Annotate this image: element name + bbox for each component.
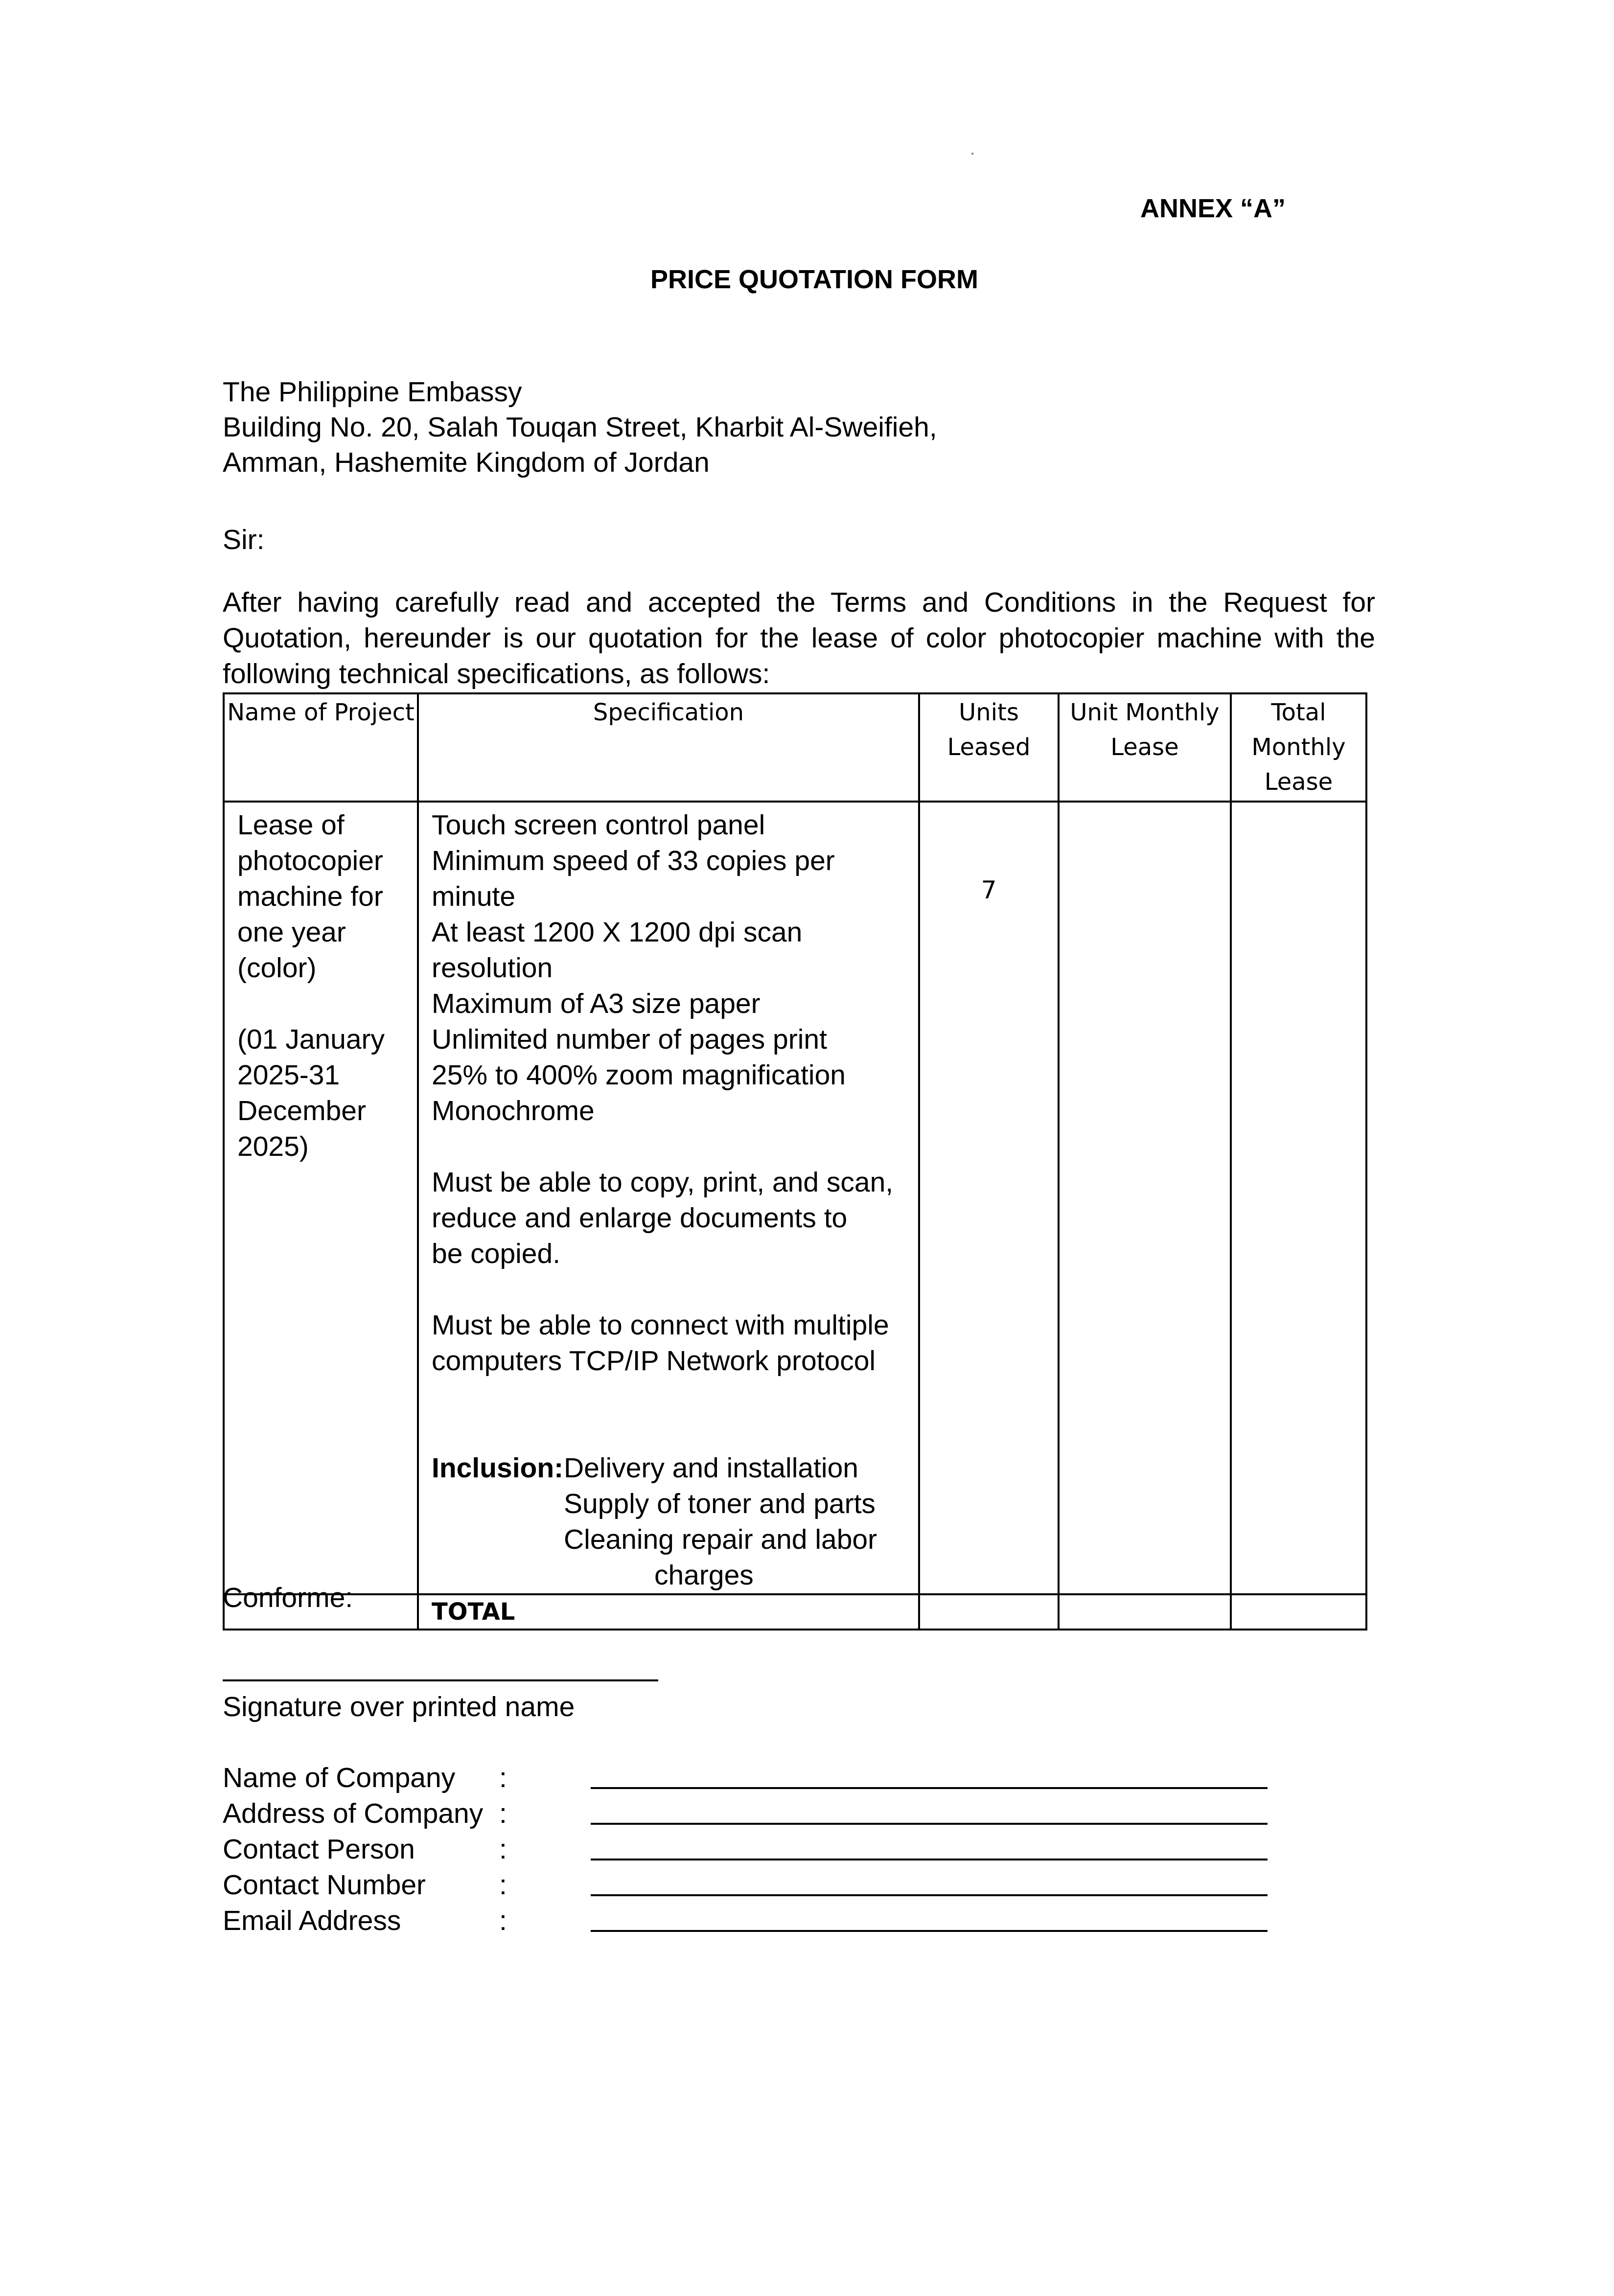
addressee-line: Building No. 20, Salah Touqan Street, Kharbit Al-Sweifieh,: [223, 412, 937, 443]
total-unit-monthly-cell[interactable]: [1059, 1594, 1231, 1630]
field-row-name-of-company: [223, 1760, 1270, 1796]
quotation-table: [223, 692, 1367, 1630]
inclusion-item: Supply of toner and parts: [564, 1488, 876, 1519]
scan-speck: [971, 153, 973, 155]
spec-line: Must be able to connect with multiple: [432, 1309, 889, 1341]
salutation: Sir:: [223, 524, 265, 555]
project-line: (01 January: [237, 1024, 385, 1055]
signature-line[interactable]: [223, 1679, 658, 1681]
addressee-line: Amman, Hashemite Kingdom of Jordan: [223, 447, 710, 478]
name-of-company-field[interactable]: [591, 1787, 1268, 1789]
table-row: [224, 802, 1366, 1594]
spec-line: At least 1200 X 1200 dpi scan resolution: [432, 917, 803, 984]
header-units-leased: Units Leased: [919, 693, 1059, 802]
field-label: Email Address: [223, 1905, 401, 1936]
field-colon: :: [499, 1869, 507, 1901]
total-total-monthly-cell[interactable]: [1231, 1594, 1366, 1630]
header-unit-monthly-lease: Unit Monthly Lease: [1059, 693, 1231, 802]
spec-line: Maximum of A3 size paper: [432, 988, 761, 1019]
spec-line: Unlimited number of pages print: [432, 1024, 827, 1055]
table-header-row: [224, 693, 1366, 802]
project-name-cell: [224, 802, 418, 1594]
field-label: Name of Company: [223, 1762, 456, 1793]
units-leased-cell: 7: [919, 802, 1059, 1594]
inclusion-row: [432, 1450, 918, 1486]
project-line: Lease of: [237, 809, 345, 841]
page-title-text: PRICE QUOTATION FORM: [650, 265, 978, 294]
spec-gap: [432, 1272, 918, 1308]
field-colon: :: [499, 1905, 507, 1936]
spec-line: reduce and enlarge documents to: [432, 1202, 848, 1234]
field-colon: :: [499, 1762, 507, 1793]
project-line: December: [237, 1095, 366, 1126]
field-row-contact-person: [223, 1832, 1270, 1867]
contact-person-field[interactable]: [591, 1859, 1268, 1860]
contact-number-field[interactable]: [591, 1894, 1268, 1896]
email-address-field[interactable]: [591, 1930, 1268, 1932]
spec-line: Minimum speed of 33 copies per minute: [432, 845, 835, 912]
spec-line: 25% to 400% zoom magnification: [432, 1059, 846, 1091]
field-label: Contact Person: [223, 1834, 415, 1865]
unit-monthly-lease-cell[interactable]: [1059, 802, 1231, 1594]
spec-line: Monochrome: [432, 1095, 595, 1126]
project-gap: [237, 986, 417, 1022]
inclusion-label: Inclusion:: [432, 1452, 564, 1484]
field-colon: :: [499, 1798, 507, 1829]
page-title: [0, 264, 1614, 295]
project-line: one year: [237, 917, 346, 948]
field-row-address-of-company: [223, 1796, 1270, 1832]
specification-cell: [418, 802, 919, 1594]
project-line: 2025): [237, 1131, 309, 1162]
inclusion-item: Cleaning repair and labor: [564, 1524, 877, 1555]
field-label: Contact Number: [223, 1869, 426, 1901]
addressee-line: The Philippine Embassy: [223, 376, 522, 408]
address-of-company-field[interactable]: [591, 1823, 1268, 1825]
field-row-contact-number: [223, 1867, 1270, 1903]
header-project: Name of Project: [224, 693, 418, 802]
total-units-cell[interactable]: [919, 1594, 1059, 1630]
conforme-label: Conforme:: [223, 1582, 353, 1613]
header-total-monthly-lease: Total Monthly Lease: [1231, 693, 1366, 802]
total-row: [224, 1594, 1366, 1630]
spec-gap: [432, 1379, 918, 1450]
annex-label: ANNEX “A”: [1140, 194, 1286, 223]
project-line: (color): [237, 952, 317, 984]
inclusion-item-tail: charges: [654, 1560, 754, 1591]
intro-paragraph: After having carefully read and accepted the Terms and Conditions in the Request for Quotation, hereunder is our quotation for the lease of color photocopier machine with the following technical specifications, as follows:: [223, 587, 1375, 689]
total-monthly-lease-cell[interactable]: [1231, 802, 1366, 1594]
project-line: photocopier: [237, 845, 383, 876]
spec-line: be copied.: [432, 1238, 561, 1269]
field-row-email-address: [223, 1903, 1270, 1939]
inclusion-item: Delivery and installation: [564, 1452, 858, 1484]
project-line: machine for: [237, 881, 383, 912]
header-specification: Specification: [418, 693, 919, 802]
signature-label: Signature over printed name: [223, 1691, 575, 1722]
project-line: 2025-31: [237, 1059, 340, 1091]
total-label: TOTAL: [418, 1594, 919, 1630]
company-fields: [223, 1760, 1270, 1939]
addressee-block: [223, 374, 937, 480]
field-colon: :: [499, 1834, 507, 1865]
spec-gap: [432, 1129, 918, 1165]
spec-line: computers TCP/IP Network protocol: [432, 1345, 876, 1377]
field-label: Address of Company: [223, 1798, 484, 1829]
spec-line: Touch screen control panel: [432, 809, 765, 841]
spec-line: Must be able to copy, print, and scan,: [432, 1167, 894, 1198]
